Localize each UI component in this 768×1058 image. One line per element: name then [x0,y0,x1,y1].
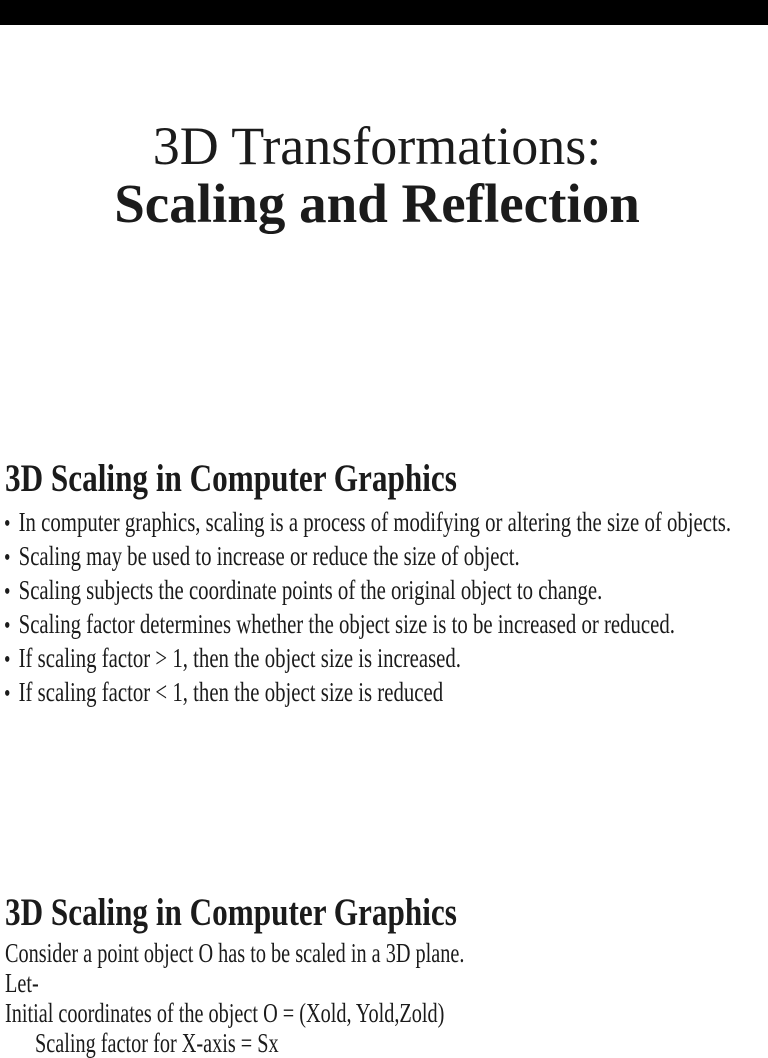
paragraph-line: Scaling factor for X-axis = Sx [35,1028,279,1058]
title-line-2: Scaling and Reflection [114,173,640,234]
bullet-icon: • [4,545,11,571]
bullet-icon: • [4,647,11,673]
bullet-text: In computer graphics, scaling is a process of modifying or altering the size of objects. [18,507,732,537]
bullet-text: Scaling subjects the coordinate points of the original object to change. [18,575,603,605]
bullet-item [4,642,731,676]
paragraph-line: Initial coordinates of the object O = (Xold, Yold,Zold) [5,998,445,1028]
bullet-text: If scaling factor > 1, then the object size is increased. [18,643,462,673]
bullet-item [4,540,731,574]
bullet-icon: • [4,613,11,639]
title-line-1: 3D Transformations: [152,116,602,176]
bullet-icon: • [4,579,11,605]
top-black-bar [0,0,768,25]
bullet-text: Scaling may be used to increase or reduce the size of object. [18,541,520,571]
bullet-item [4,676,731,710]
bullet-item [4,608,731,642]
paragraph-line: Consider a point object O has to be scaled in a 3D plane. [5,938,465,968]
bullet-icon: • [4,511,11,537]
bullet-text: If scaling factor < 1, then the object size is reduced [18,677,444,707]
paragraph-line: Let- [5,968,39,998]
section-1-bullet-list [4,506,731,710]
section-2-heading: 3D Scaling in Computer Graphics [5,891,457,934]
bullet-item [4,574,731,608]
document-page [0,25,768,1058]
section-1-heading: 3D Scaling in Computer Graphics [5,457,457,500]
bullet-text: Scaling factor determines whether the object size is to be increased or reduced. [18,609,675,639]
bullet-icon: • [4,681,11,707]
bullet-item [4,506,731,540]
document-title [0,118,761,232]
section-2-paragraph [5,938,464,1058]
